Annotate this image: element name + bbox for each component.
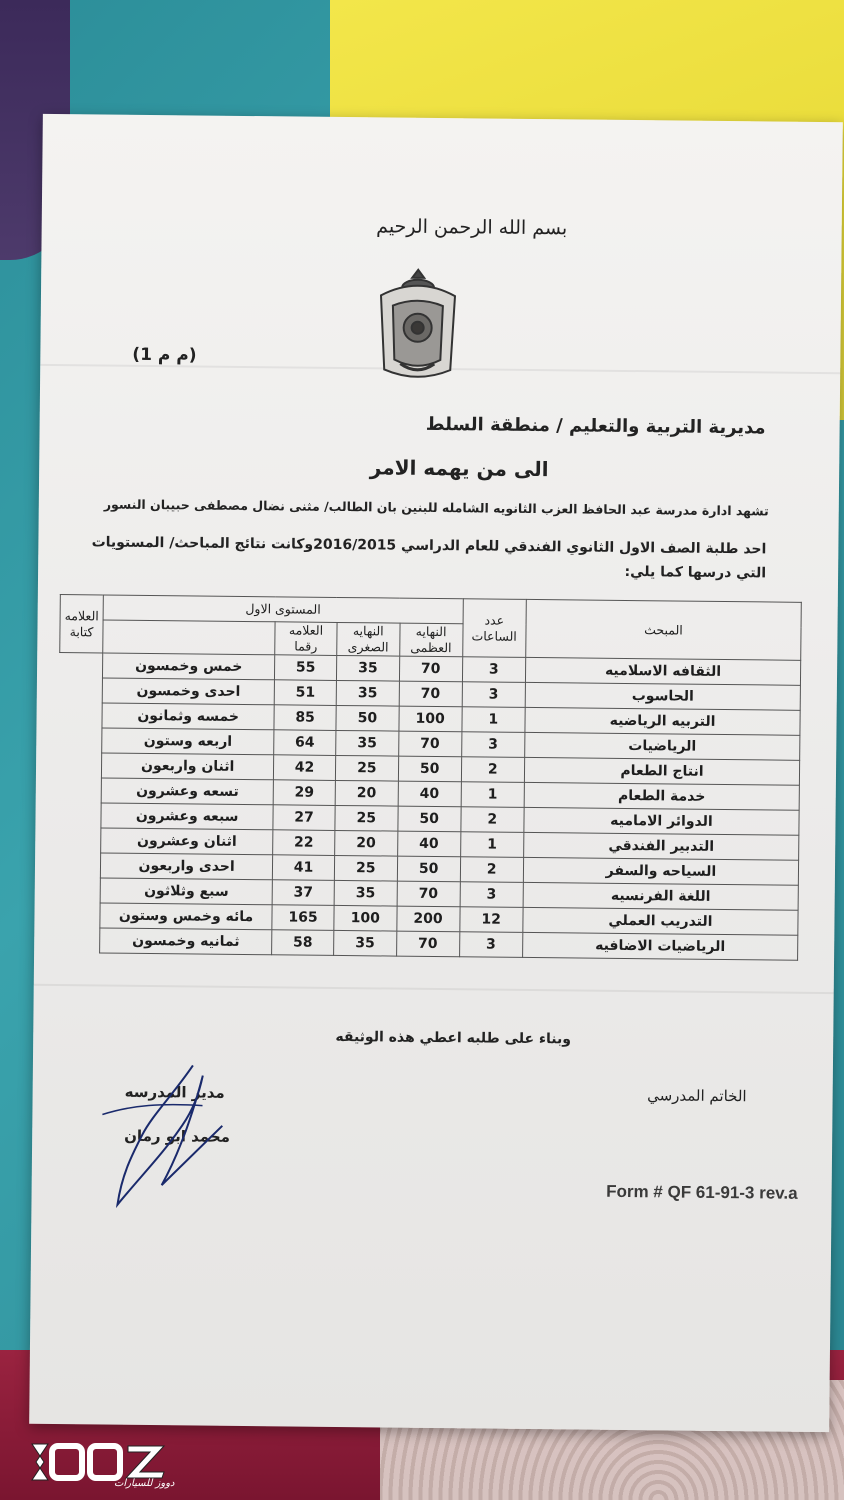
- to-whom-heading: الى من يهمه الامر: [369, 455, 549, 482]
- max-cell: 40: [397, 831, 460, 857]
- mark-cell: 42: [274, 755, 336, 781]
- header-min: النهايه الصغرى: [337, 622, 400, 656]
- subject-cell: الرياضيات: [525, 732, 800, 760]
- subject-cell: السياحه والسفر: [523, 857, 798, 885]
- certification-line-3: التي درسها كما يلي:: [624, 563, 767, 582]
- subject-cell: الحاسوب: [525, 682, 800, 710]
- principal-title: مدير المدرسه: [124, 1082, 225, 1102]
- min-cell: 25: [334, 855, 397, 881]
- mark-cell: 37: [272, 880, 334, 906]
- mark-cell: 22: [273, 830, 335, 856]
- mark-words-cell: اربعه وستون: [102, 728, 274, 755]
- hours-cell: 12: [459, 907, 523, 933]
- mark-words-cell: خمسه وثمانون: [102, 703, 274, 730]
- mark-cell: 51: [274, 680, 336, 706]
- hours-cell: 3: [461, 732, 525, 758]
- mark-cell: 55: [275, 655, 337, 681]
- header-mark-digits: العلامه رقما: [275, 622, 337, 656]
- hours-cell: 2: [460, 807, 524, 833]
- mark-words-cell: اثنان وعشرون: [101, 828, 273, 855]
- mark-words-cell: احدى واربعون: [101, 853, 273, 880]
- mark-words-cell: خمس وخمسون: [103, 653, 275, 680]
- subject-cell: الدوائر الاماميه: [524, 807, 799, 835]
- max-cell: 70: [397, 881, 460, 907]
- max-cell: 40: [398, 781, 461, 807]
- hours-cell: 2: [461, 757, 525, 783]
- hours-cell: 2: [460, 857, 524, 883]
- mark-words-cell: احدى وخمسون: [102, 678, 274, 705]
- max-cell: 70: [398, 731, 461, 757]
- watermark-tagline: دووز للسيارات: [114, 1478, 175, 1489]
- subject-cell: التربيه الرياضيه: [525, 707, 800, 735]
- max-cell: 100: [399, 706, 462, 732]
- hours-cell: 1: [460, 832, 524, 858]
- hours-cell: 3: [459, 932, 523, 958]
- min-cell: 35: [334, 930, 397, 956]
- subject-cell: انتاج الطعام: [524, 757, 799, 785]
- reference-code: (م م 1): [132, 344, 197, 366]
- min-cell: 35: [334, 880, 397, 906]
- mark-words-cell: اثنان واربعون: [102, 753, 274, 780]
- hours-cell: 1: [461, 782, 525, 808]
- subject-cell: التدبير الفندقي: [524, 832, 799, 860]
- mark-cell: 58: [272, 930, 334, 956]
- max-cell: 70: [399, 681, 462, 707]
- directorate-title: مديرية التربية والتعليم / منطقة السلط: [425, 413, 766, 439]
- jordan-coat-of-arms-emblem: [370, 265, 465, 386]
- closing-statement: وبناء على طلبه اعطي هذه الوثيقه: [335, 1028, 572, 1048]
- handwritten-signature: [81, 1054, 243, 1216]
- mark-cell: 165: [272, 905, 334, 931]
- subject-cell: التدريب العملي: [523, 907, 798, 935]
- header-hours: عدد الساعات: [462, 599, 526, 658]
- table-header-row: [60, 595, 801, 628]
- mark-words-cell: سبعه وعشرون: [101, 803, 273, 830]
- mark-words-cell: سبع وثلاثون: [100, 878, 272, 905]
- school-stamp-label: الخاتم المدرسي: [647, 1086, 747, 1106]
- principal-name: محمد ابو رمان: [124, 1126, 231, 1146]
- subject-cell: اللغة الفرنسيه: [523, 882, 798, 910]
- hours-cell: 1: [461, 707, 525, 733]
- subject-cell: الثقافه الاسلاميه: [525, 657, 800, 685]
- min-cell: 35: [336, 655, 399, 681]
- min-cell: 25: [335, 755, 398, 781]
- form-number: Form # QF 61-91-3 rev.a: [606, 1181, 798, 1203]
- certificate-paper: [29, 114, 843, 1432]
- header-subject: المبحث: [526, 599, 802, 660]
- header-mark-words: العلامه كتابة: [60, 595, 104, 653]
- mark-cell: 29: [273, 780, 335, 806]
- min-cell: 20: [335, 830, 398, 856]
- max-cell: 50: [398, 756, 461, 782]
- mark-words-cell: مائه وخمس وستون: [100, 903, 272, 930]
- subject-cell: الرياضيات الاضافيه: [523, 932, 798, 960]
- header-max: النهايه العظمى: [399, 623, 462, 657]
- paper-fold: [34, 984, 834, 994]
- mark-words-cell: ثمانيه وخمسون: [100, 928, 272, 955]
- max-cell: 50: [397, 856, 460, 882]
- min-cell: 50: [336, 705, 399, 731]
- mark-cell: 27: [273, 805, 335, 831]
- min-cell: 35: [336, 730, 399, 756]
- max-cell: 50: [398, 806, 461, 832]
- basmala: بسم الله الرحمن الرحيم: [376, 215, 568, 240]
- certification-line-2: احد طلبة الصف الاول الثانوي الفندقي للعام الدراسي 2016/2015وكانت نتائج المباحث/ المستويات: [91, 534, 767, 558]
- mark-cell: 64: [274, 730, 336, 756]
- min-cell: 100: [334, 905, 397, 931]
- max-cell: 200: [397, 906, 460, 932]
- mark-cell: 85: [274, 705, 336, 731]
- min-cell: 20: [335, 780, 398, 806]
- certification-line-1: تشهد ادارة مدرسة عبد الحافظ العزب الثانويه الشامله للبنين بان الطالب/ مثنى نضال مصطفى حبيبان النسور: [103, 496, 769, 519]
- hours-cell: 3: [462, 682, 526, 708]
- grades-table: [56, 594, 802, 961]
- hours-cell: 3: [460, 882, 524, 908]
- min-cell: 35: [336, 680, 399, 706]
- min-cell: 25: [335, 805, 398, 831]
- max-cell: 70: [396, 931, 459, 957]
- max-cell: 70: [399, 656, 462, 682]
- mark-words-cell: تسعه وعشرون: [101, 778, 273, 805]
- hours-cell: 3: [462, 657, 526, 683]
- mark-cell: 41: [272, 855, 334, 881]
- header-level: المستوى الاول: [103, 595, 463, 624]
- subject-cell: خدمة الطعام: [524, 782, 799, 810]
